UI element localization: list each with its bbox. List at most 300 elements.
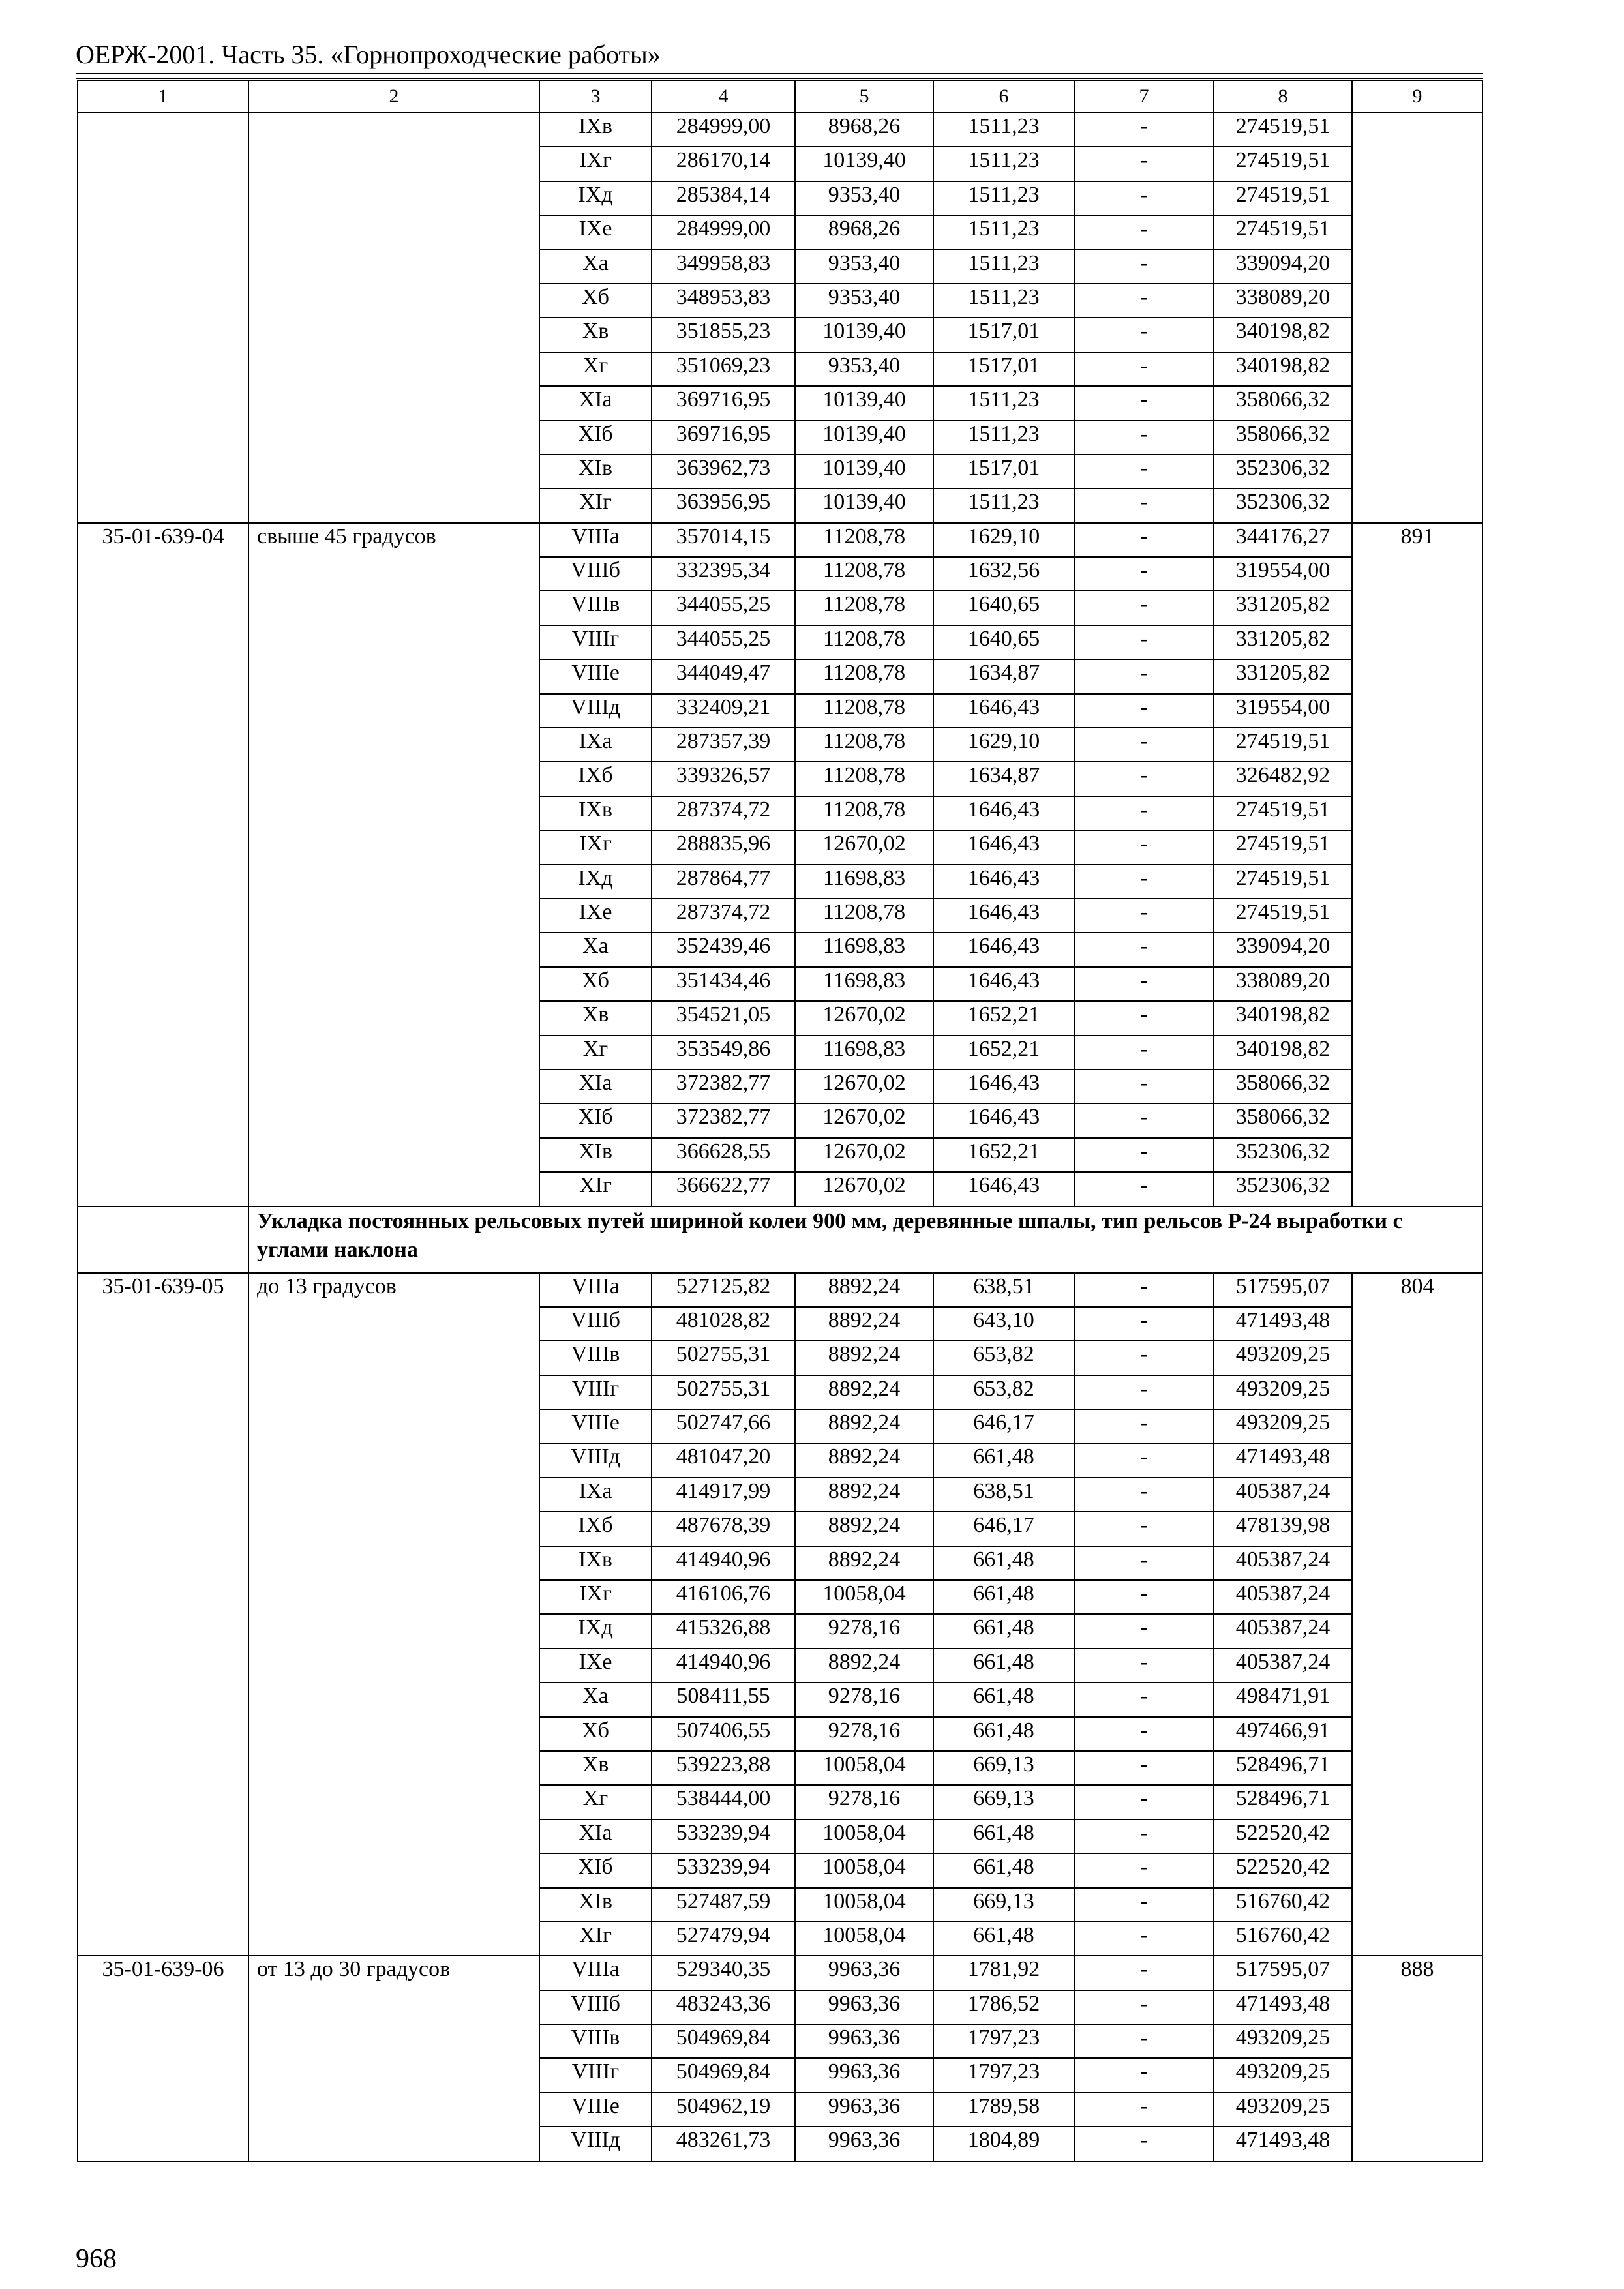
category-cell: VIIIа [539,523,652,557]
total-cost-cell: 284999,00 [652,113,795,147]
machines-cell: 1646,43 [933,1103,1074,1137]
machines-cell: 1511,23 [933,147,1074,181]
drivers-wages-cell: - [1074,455,1214,488]
drivers-wages-cell: - [1074,352,1214,386]
category-cell: IXв [539,113,652,147]
category-cell: IXв [539,796,652,830]
wages-cell: 12670,02 [795,1103,933,1137]
materials-cell: 493209,25 [1214,1341,1352,1375]
machines-cell: 669,13 [933,1888,1074,1922]
machines-cell: 1652,21 [933,1036,1074,1070]
category-cell: VIIIд [539,694,652,728]
materials-cell: 471493,48 [1214,1443,1352,1477]
machines-cell: 638,51 [933,1478,1074,1512]
materials-cell: 517595,07 [1214,1273,1352,1307]
drivers-wages-cell: - [1074,1341,1214,1375]
materials-cell: 528496,71 [1214,1785,1352,1819]
machines-cell: 1646,43 [933,694,1074,728]
table-row [78,1956,1482,1990]
materials-cell: 493209,25 [1214,2058,1352,2092]
materials-cell: 274519,51 [1214,865,1352,899]
total-cost-cell: 287374,72 [652,899,795,933]
drivers-wages-cell: - [1074,1409,1214,1443]
materials-cell: 331205,82 [1214,625,1352,659]
wages-cell: 11208,78 [795,694,933,728]
materials-cell: 274519,51 [1214,181,1352,215]
category-cell: IXв [539,1546,652,1580]
category-cell: Xб [539,1717,652,1751]
total-cost-cell: 533239,94 [652,1819,795,1853]
total-cost-cell: 332395,34 [652,557,795,591]
column-number: 1 [78,80,248,113]
category-cell: VIIIб [539,1307,652,1341]
total-cost-cell: 508411,55 [652,1683,795,1716]
materials-cell: 274519,51 [1214,796,1352,830]
machines-cell: 1646,43 [933,1070,1074,1103]
page-header-title: ОЕРЖ-2001. Часть 35. «Горнопроходческие работы» [76,40,661,69]
materials-cell: 516760,42 [1214,1922,1352,1956]
materials-cell: 471493,48 [1214,2127,1352,2161]
total-cost-cell: 504969,84 [652,2024,795,2058]
machines-cell: 1646,43 [933,830,1074,864]
drivers-wages-cell: - [1074,147,1214,181]
materials-cell: 493209,25 [1214,2093,1352,2127]
total-cost-cell: 483261,73 [652,2127,795,2161]
category-cell: Xв [539,318,652,352]
machines-cell: 1517,01 [933,455,1074,488]
labor-cost-cell: 888 [1352,1956,1482,2161]
wages-cell: 8892,24 [795,1443,933,1477]
category-cell: IXд [539,181,652,215]
machines-cell: 669,13 [933,1785,1074,1819]
category-cell: VIIIе [539,659,652,693]
machines-cell: 1640,65 [933,625,1074,659]
drivers-wages-cell: - [1074,1172,1214,1206]
machines-cell: 1634,87 [933,762,1074,796]
machines-cell: 1511,23 [933,488,1074,522]
machines-cell: 1511,23 [933,250,1074,284]
materials-cell: 478139,98 [1214,1512,1352,1546]
section-row [78,1206,1482,1273]
total-cost-cell: 366628,55 [652,1138,795,1172]
table-row [78,523,1482,557]
column-number: 2 [248,80,539,113]
table-body [78,80,1482,2161]
machines-cell: 1781,92 [933,1956,1074,1990]
category-cell: XIг [539,488,652,522]
column-number: 6 [933,80,1074,113]
drivers-wages-cell: - [1074,1853,1214,1887]
total-cost-cell: 286170,14 [652,147,795,181]
wages-cell: 11698,83 [795,933,933,966]
wages-cell: 10058,04 [795,1922,933,1956]
machines-cell: 1646,43 [933,899,1074,933]
drivers-wages-cell: - [1074,1273,1214,1307]
materials-cell: 331205,82 [1214,659,1352,693]
drivers-wages-cell: - [1074,1956,1214,1990]
category-cell: Xв [539,1001,652,1035]
total-cost-cell: 344055,25 [652,591,795,625]
work-description: от 13 до 30 градусов [248,1956,539,2161]
category-cell: VIIIб [539,1990,652,2024]
machines-cell: 638,51 [933,1273,1074,1307]
total-cost-cell: 487678,39 [652,1512,795,1546]
section-empty-cell [78,1206,248,1273]
total-cost-cell: 348953,83 [652,284,795,318]
drivers-wages-cell: - [1074,1443,1214,1477]
wages-cell: 9278,16 [795,1717,933,1751]
header-rule [76,78,1483,79]
header-rule [76,73,1483,74]
wages-cell: 9963,36 [795,1990,933,2024]
category-cell: Xа [539,1683,652,1716]
materials-cell: 274519,51 [1214,899,1352,933]
total-cost-cell: 415326,88 [652,1614,795,1648]
wages-cell: 10058,04 [795,1853,933,1887]
total-cost-cell: 504962,19 [652,2093,795,2127]
total-cost-cell: 332409,21 [652,694,795,728]
materials-cell: 493209,25 [1214,2024,1352,2058]
wages-cell: 10139,40 [795,318,933,352]
wages-cell: 12670,02 [795,830,933,864]
total-cost-cell: 351434,46 [652,967,795,1001]
wages-cell: 8892,24 [795,1649,933,1683]
wages-cell: 11208,78 [795,762,933,796]
category-cell: Xб [539,967,652,1001]
drivers-wages-cell: - [1074,1307,1214,1341]
machines-cell: 661,48 [933,1922,1074,1956]
category-cell: IXа [539,1478,652,1512]
category-cell: VIIIд [539,1443,652,1477]
machines-cell: 1640,65 [933,591,1074,625]
wages-cell: 8892,24 [795,1375,933,1409]
wages-cell: 9963,36 [795,2093,933,2127]
wages-cell: 9278,16 [795,1614,933,1648]
machines-cell: 661,48 [933,1546,1074,1580]
column-number: 7 [1074,80,1214,113]
drivers-wages-cell: - [1074,694,1214,728]
total-cost-cell: 502755,31 [652,1375,795,1409]
table-row [78,113,1482,147]
category-cell: XIв [539,455,652,488]
machines-cell: 1511,23 [933,284,1074,318]
machines-cell: 661,48 [933,1580,1074,1614]
category-cell: XIв [539,1138,652,1172]
total-cost-cell: 349958,83 [652,250,795,284]
category-cell: XIг [539,1172,652,1206]
category-cell: Xг [539,1785,652,1819]
machines-cell: 661,48 [933,1853,1074,1887]
category-cell: XIб [539,1103,652,1137]
category-cell: VIIIв [539,591,652,625]
drivers-wages-cell: - [1074,1922,1214,1956]
wages-cell: 11208,78 [795,523,933,557]
materials-cell: 340198,82 [1214,1036,1352,1070]
wages-cell: 9278,16 [795,1785,933,1819]
materials-cell: 274519,51 [1214,830,1352,864]
category-cell: Xг [539,352,652,386]
total-cost-cell: 538444,00 [652,1785,795,1819]
materials-cell: 340198,82 [1214,352,1352,386]
drivers-wages-cell: - [1074,1751,1214,1785]
table-row [78,1273,1482,1307]
category-cell: IXе [539,899,652,933]
drivers-wages-cell: - [1074,899,1214,933]
category-cell: IXг [539,147,652,181]
category-cell: IXг [539,830,652,864]
page-number: 968 [76,2244,117,2274]
drivers-wages-cell: - [1074,625,1214,659]
wages-cell: 11208,78 [795,796,933,830]
machines-cell: 1511,23 [933,386,1074,420]
machines-cell: 661,48 [933,1649,1074,1683]
machines-cell: 1646,43 [933,967,1074,1001]
wages-cell: 9278,16 [795,1683,933,1716]
machines-cell: 1797,23 [933,2058,1074,2092]
total-cost-cell: 527479,94 [652,1922,795,1956]
column-number: 5 [795,80,933,113]
drivers-wages-cell: - [1074,2093,1214,2127]
drivers-wages-cell: - [1074,796,1214,830]
category-cell: VIIIе [539,1409,652,1443]
labor-cost-cell: 891 [1352,523,1482,1206]
category-cell: IXд [539,865,652,899]
machines-cell: 1646,43 [933,1172,1074,1206]
materials-cell: 405387,24 [1214,1580,1352,1614]
materials-cell: 517595,07 [1214,1956,1352,1990]
materials-cell: 498471,91 [1214,1683,1352,1716]
total-cost-cell: 284999,00 [652,215,795,249]
total-cost-cell: 357014,15 [652,523,795,557]
category-cell: Xб [539,284,652,318]
wages-cell: 9353,40 [795,284,933,318]
machines-cell: 1646,43 [933,933,1074,966]
materials-cell: 338089,20 [1214,967,1352,1001]
drivers-wages-cell: - [1074,933,1214,966]
drivers-wages-cell: - [1074,250,1214,284]
drivers-wages-cell: - [1074,2127,1214,2161]
materials-cell: 352306,32 [1214,1172,1352,1206]
machines-cell: 1789,58 [933,2093,1074,2127]
drivers-wages-cell: - [1074,488,1214,522]
drivers-wages-cell: - [1074,1785,1214,1819]
wages-cell: 10058,04 [795,1888,933,1922]
wages-cell: 10058,04 [795,1580,933,1614]
wages-cell: 10058,04 [795,1751,933,1785]
machines-cell: 1511,23 [933,421,1074,455]
wages-cell: 9963,36 [795,1956,933,1990]
materials-cell: 522520,42 [1214,1853,1352,1887]
machines-cell: 1804,89 [933,2127,1074,2161]
rates-table [77,80,1483,2162]
category-cell: VIIIв [539,2024,652,2058]
total-cost-cell: 414917,99 [652,1478,795,1512]
machines-cell: 661,48 [933,1614,1074,1648]
drivers-wages-cell: - [1074,1546,1214,1580]
machines-cell: 653,82 [933,1341,1074,1375]
column-number-row [78,80,1482,113]
drivers-wages-cell: - [1074,421,1214,455]
total-cost-cell: 363962,73 [652,455,795,488]
materials-cell: 471493,48 [1214,1307,1352,1341]
category-cell: IXе [539,1649,652,1683]
materials-cell: 319554,00 [1214,557,1352,591]
machines-cell: 646,17 [933,1409,1074,1443]
category-cell: VIIIб [539,557,652,591]
machines-cell: 1646,43 [933,796,1074,830]
rate-code: 35-01-639-04 [78,523,248,1206]
labor-cost-cell: 804 [1352,1273,1482,1956]
category-cell: Xг [539,1036,652,1070]
total-cost-cell: 502755,31 [652,1341,795,1375]
category-cell: IXа [539,728,652,762]
total-cost-cell: 507406,55 [652,1717,795,1751]
rate-code [78,113,248,523]
wages-cell: 9963,36 [795,2058,933,2092]
total-cost-cell: 481028,82 [652,1307,795,1341]
wages-cell: 9963,36 [795,2127,933,2161]
materials-cell: 471493,48 [1214,1990,1352,2024]
total-cost-cell: 529340,35 [652,1956,795,1990]
wages-cell: 8892,24 [795,1478,933,1512]
total-cost-cell: 483243,36 [652,1990,795,2024]
total-cost-cell: 287864,77 [652,865,795,899]
drivers-wages-cell: - [1074,967,1214,1001]
category-cell: XIб [539,421,652,455]
drivers-wages-cell: - [1074,1512,1214,1546]
wages-cell: 11208,78 [795,899,933,933]
materials-cell: 493209,25 [1214,1375,1352,1409]
wages-cell: 10139,40 [795,421,933,455]
wages-cell: 8892,24 [795,1307,933,1341]
drivers-wages-cell: - [1074,523,1214,557]
drivers-wages-cell: - [1074,1375,1214,1409]
machines-cell: 661,48 [933,1819,1074,1853]
machines-cell: 661,48 [933,1717,1074,1751]
work-description: свыше 45 градусов [248,523,539,1206]
total-cost-cell: 372382,77 [652,1103,795,1137]
drivers-wages-cell: - [1074,1036,1214,1070]
materials-cell: 339094,20 [1214,933,1352,966]
drivers-wages-cell: - [1074,865,1214,899]
machines-cell: 1511,23 [933,181,1074,215]
machines-cell: 1632,56 [933,557,1074,591]
category-cell: IXе [539,215,652,249]
machines-cell: 1797,23 [933,2024,1074,2058]
total-cost-cell: 366622,77 [652,1172,795,1206]
wages-cell: 10058,04 [795,1819,933,1853]
drivers-wages-cell: - [1074,1580,1214,1614]
wages-cell: 10139,40 [795,455,933,488]
category-cell: Xа [539,933,652,966]
materials-cell: 493209,25 [1214,1409,1352,1443]
total-cost-cell: 414940,96 [652,1546,795,1580]
drivers-wages-cell: - [1074,2024,1214,2058]
drivers-wages-cell: - [1074,557,1214,591]
machines-cell: 1629,10 [933,728,1074,762]
materials-cell: 340198,82 [1214,318,1352,352]
materials-cell: 358066,32 [1214,421,1352,455]
column-number: 9 [1352,80,1482,113]
drivers-wages-cell: - [1074,1478,1214,1512]
wages-cell: 10139,40 [795,147,933,181]
machines-cell: 646,17 [933,1512,1074,1546]
category-cell: VIIIд [539,2127,652,2161]
total-cost-cell: 285384,14 [652,181,795,215]
drivers-wages-cell: - [1074,1888,1214,1922]
wages-cell: 12670,02 [795,1172,933,1206]
drivers-wages-cell: - [1074,1001,1214,1035]
drivers-wages-cell: - [1074,1683,1214,1716]
work-description: до 13 градусов [248,1273,539,1956]
work-description [248,113,539,523]
wages-cell: 11698,83 [795,865,933,899]
total-cost-cell: 414940,96 [652,1649,795,1683]
machines-cell: 1511,23 [933,215,1074,249]
section-title: Укладка постоянных рельсовых путей шириной колеи 900 мм, деревянные шпалы, тип рельсов Р-24 выработки с углами наклона [248,1206,1482,1273]
category-cell: XIв [539,1888,652,1922]
machines-cell: 669,13 [933,1751,1074,1785]
total-cost-cell: 287374,72 [652,796,795,830]
wages-cell: 11698,83 [795,1036,933,1070]
materials-cell: 405387,24 [1214,1478,1352,1512]
materials-cell: 338089,20 [1214,284,1352,318]
wages-cell: 8892,24 [795,1546,933,1580]
drivers-wages-cell: - [1074,1717,1214,1751]
total-cost-cell: 344055,25 [652,625,795,659]
total-cost-cell: 288835,96 [652,830,795,864]
total-cost-cell: 527487,59 [652,1888,795,1922]
materials-cell: 274519,51 [1214,215,1352,249]
wages-cell: 10139,40 [795,488,933,522]
total-cost-cell: 354521,05 [652,1001,795,1035]
machines-cell: 1646,43 [933,865,1074,899]
machines-cell: 1652,21 [933,1001,1074,1035]
machines-cell: 1629,10 [933,523,1074,557]
wages-cell: 8892,24 [795,1409,933,1443]
materials-cell: 358066,32 [1214,386,1352,420]
category-cell: XIг [539,1922,652,1956]
category-cell: XIб [539,1853,652,1887]
wages-cell: 9353,40 [795,181,933,215]
materials-cell: 528496,71 [1214,1751,1352,1785]
materials-cell: 344176,27 [1214,523,1352,557]
wages-cell: 9963,36 [795,2024,933,2058]
column-number: 3 [539,80,652,113]
drivers-wages-cell: - [1074,591,1214,625]
materials-cell: 405387,24 [1214,1614,1352,1648]
wages-cell: 11208,78 [795,659,933,693]
category-cell: VIIIг [539,2058,652,2092]
rate-code: 35-01-639-05 [78,1273,248,1956]
wages-cell: 8892,24 [795,1273,933,1307]
drivers-wages-cell: - [1074,659,1214,693]
materials-cell: 274519,51 [1214,728,1352,762]
total-cost-cell: 351069,23 [652,352,795,386]
machines-cell: 1511,23 [933,113,1074,147]
total-cost-cell: 351855,23 [652,318,795,352]
total-cost-cell: 287357,39 [652,728,795,762]
machines-cell: 1517,01 [933,318,1074,352]
wages-cell: 12670,02 [795,1070,933,1103]
materials-cell: 274519,51 [1214,147,1352,181]
materials-cell: 326482,92 [1214,762,1352,796]
drivers-wages-cell: - [1074,1990,1214,2024]
materials-cell: 516760,42 [1214,1888,1352,1922]
wages-cell: 9353,40 [795,250,933,284]
drivers-wages-cell: - [1074,215,1214,249]
materials-cell: 405387,24 [1214,1649,1352,1683]
